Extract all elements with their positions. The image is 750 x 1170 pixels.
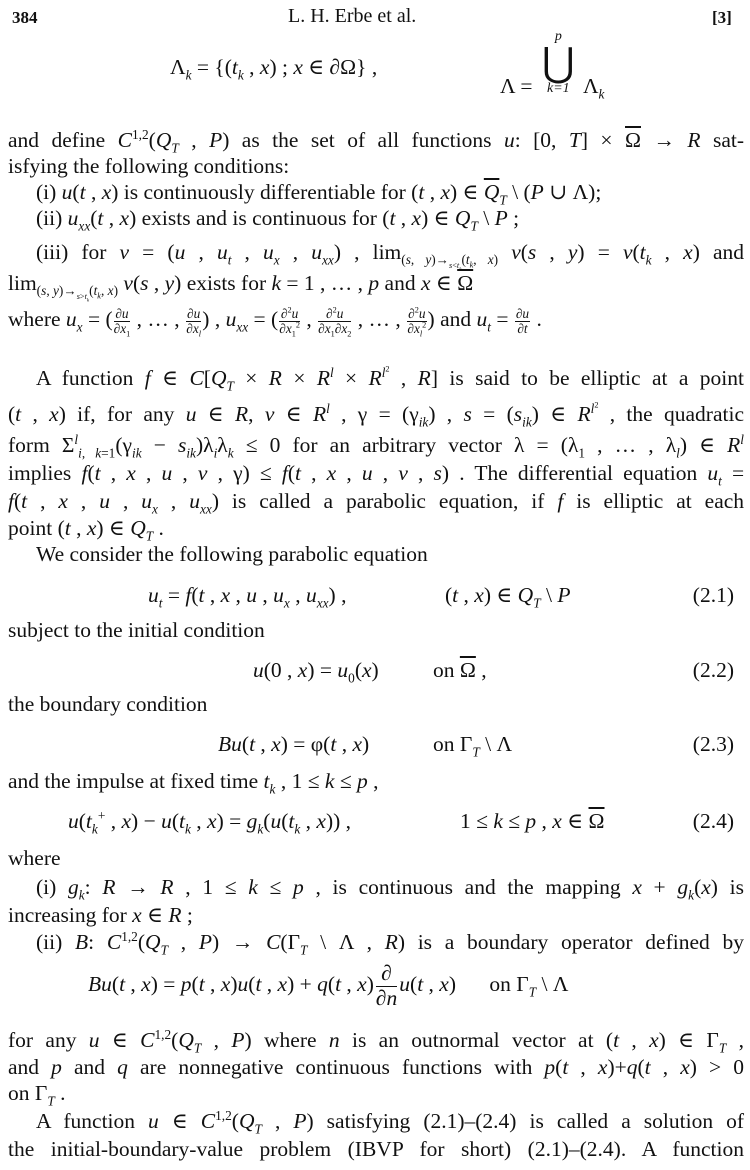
where-line: where xyxy=(8,846,61,870)
running-title: L. H. Erbe et al. xyxy=(288,5,417,27)
g-condition-line-1: (i) $g_k$: R → R , 1 ≤ k ≤ p , is continuous and the mapping $x + g_k(x)$ is xyxy=(36,875,744,903)
for-any-line-3: on $\Gamma_T$ . xyxy=(8,1081,66,1109)
b-operator-line: (ii) B: $C^{1,2}(Q_T$ , $P) \to C(\Gamma_T$ \ Λ , R) is a boundary operator defined by xyxy=(36,928,744,958)
g-condition-line-2: increasing for x ∈ R ; xyxy=(8,903,193,927)
condition-i: (i) u(t , x) is continuously differentiable for (t , x) ∈ $\overline{Q}_T$ \ (P ∪ Λ); xyxy=(36,180,602,208)
para-define-line-1: and define $C^{1,2}(Q_T$ , P) as the set of all functions u: [0, $T] \times \overline{\Omega} \to R$ sat- xyxy=(8,126,745,156)
elliptic-line-2: (t , x) if, for any u ∈ R, v ∈ $R^l$ , $\gamma = (\gamma_{ik})$ , $s = (s_{ik})$ ∈ $R^{l^2}$ , the quadratic xyxy=(8,400,744,430)
elliptic-line-1: A function f ∈ $C[Q_T \times R \times R^l \times R^{l^2}$ , R] is said to be elliptic at a point xyxy=(36,364,744,394)
union-operator: p ⋃ k=1 xyxy=(541,29,575,96)
document-page: 384 L. H. Erbe et al. [3] $\Lambda_k = \{(t_k$ , x) ; x ∈ ∂Ω} , Λ = p ⋃ k=1 $\Lambda_k$ and define $C^{1,2}(Q_T$ , P) as the set of all functions u: [0, $T] \times \overline{\Omega} \to R$ sat- isfying the following conditions: (i) u(t , x) is continuously differentiable for (t , x) ∈ $\overline{Q}_T$ \ (P ∪ Λ); (ii) $u_{xx}(t$ , x) exists and is continuous for (t , x) ∈ $Q_T$ \ P ; (iii) for v = (u , $u_t$ , $u_x$ , $u_{xx}$) , $\lim_{(s, y)\to_{s<t_k}(t_k, x)} v(s$ , $y) = v(t_k$ , x) and $\lim_{(s, y)\to_{s>t_k}(t_k, x)} v(s$ , y) exists for k = 1 , … , p and x ∈ $\overline{\Omega}$ where $u_x$ = ( $\frac{\partial u}{\partial x_1}$ , … , $\frac{\partial u}{\partial x_l}$ ) , $u_{xx}$ = ( $\frac{\partial^2u}{\partial x_1^2}$ , $\frac{\partial^2u}{\partial x_1\partial x_2}$ , … , $\frac{\partial^2u}{\partial x_l^2}$ ) and $u_t$ = $\frac{\partial u}{\partial t}$ . A function f ∈ $C[Q_T \times R \times R^l \times R^{l^2}$ , R] is said to be elliptic at a point (t , x) if, for any u ∈ R, v ∈ $R^l$ , $\gamma = (\gamma_{ik})$ , $s = (s_{ik})$ ∈ $R^{l^2}$ , the quadratic form $\Sigma^l_{i, k=1}(\gamma_{ik} - s_{ik})\lambda_i\lambda_k \le 0$ for an arbitrary vector $\lambda = (\lambda_1$ , … , $\lambda_l$) ∈ $R^l$ implies f(t , x , u , v , γ) ≤ f(t , x , u , v , s) . The differential equation $u_t$ = f(t , x , u , $u_x$ , $u_{xx}$) is called a parabolic equation, if f is elliptic at each point (t , x) ∈ $Q_T$ . We consider the following parabolic equation $u_t = f(t$ , x , u , $u_x$ , $u_{xx}$) , (t , x) ∈ $Q_T$ \ P (2.1) subject to the initial condition u(0 , $x) = u_0(x)$ on $\overline{\Omega}$ , (2.2) the boundary condition Bu(t , x) = φ(t , x) on $\Gamma_T$ \ Λ (2.3) and the impulse at fixed time $t_k$ , 1 ≤ k ≤ p , $u(t_k^+$ , $x) - u(t_k$ , $x) = g_k(u(t_k$ , x)) , 1 ≤ k ≤ p , x ∈ $\overline{\Omega}$ (2.4) where (i) $g_k$: R → R , 1 ≤ k ≤ p , is continuous and the mapping $x + g_k(x)$ is increasing for x ∈ R ; (ii) B: $C^{1,2}(Q_T$ , $P) \to C(\Gamma_T$ \ Λ , R) is a boundary operator defined by Bu(t , x) = p(t , x)u(t , x) + q(t , x) ∂ ∂n u(t , x) on $\Gamma_T$ \ Λ for any u ∈ $C^{1,2}(Q_T$ , P) where n is an outnormal vector at (t , x) ∈ $\Gamma_T$ , and p and q are nonnegative continuous functions with p(t , x)+q(t , x) > 0 on $\Gamma_T$ . A function u ∈ $C^{1,2}(Q_T$ , P) satisfying (2.1)–(2.4) is called a solution of the initial-boundary-value problem (IBVP for short) (2.1)–(2.4). A function xyxy=(8,5,745,1161)
bracket-reference: [3] xyxy=(712,8,732,27)
subject-line: subject to the initial condition xyxy=(8,618,265,642)
for-any-line-1: for any u ∈ $C^{1,2}(Q_T$ , P) where n is an outnormal vector at (t , x) ∈ $\Gamma_T$ , xyxy=(8,1026,744,1056)
equation-label-2-1: (2.1) xyxy=(692,583,734,607)
condition-iii-line-1: (iii) for v = (u , $u_t$ , $u_x$ , $u_{xx}$) , $\lim_{(s, y)\to_{s<t_k}(t_k, x)} v(s$ , $y) = v(t_k$ , x) and xyxy=(36,240,745,273)
condition-ii: (ii) $u_{xx}(t$ , x) exists and is continuous for (t , x) ∈ $Q_T$ \ P ; xyxy=(36,206,520,234)
elliptic-line-3: form $\Sigma^l_{i, k=1}(\gamma_{ik} - s_{ik})\lambda_i\lambda_k \le 0$ for an arbitrary vector $\lambda = (\lambda_1$ , … , $\lambda_l$) ∈ $R^l$ xyxy=(8,431,744,461)
consider-line: We consider the following parabolic equation xyxy=(36,542,428,566)
equation-label-2-4: (2.4) xyxy=(692,809,734,833)
boundary-line: the boundary condition xyxy=(8,692,208,716)
para-define-line-2: isfying the following conditions: xyxy=(8,154,290,178)
elliptic-line-6: point (t , x) ∈ $Q_T$ . xyxy=(8,516,164,544)
elliptic-line-5: f(t , x , u , $u_x$ , $u_{xx}$) is called a parabolic equation, if f is elliptic at each xyxy=(8,489,745,517)
solution-line-2: the initial-boundary-value problem (IBVP for short) (2.1)–(2.4). A function xyxy=(8,1137,744,1161)
derivative-definitions: where $u_x$ = ( $\frac{\partial u}{\partial x_1}$ , … , $\frac{\partial u}{\partial x_l}$ ) , $u_{xx}$ = ( $\frac{\partial^2u}{\partial x_1^2}$ , $\frac{\partial^2u}{\partial x_1\partial x_2}$ , … , $\frac{\partial^2u}{\partial x_l^2}$ ) and $u_t$ = $\frac{\partial u}{\partial t}$ . xyxy=(8,305,542,339)
for-any-line-2: and p and q are nonnegative continuous functions with p(t , x)+q(t , x) > 0 xyxy=(8,1055,745,1079)
solution-line-1: A function u ∈ $C^{1,2}(Q_T$ , P) satisfying (2.1)–(2.4) is called a solution of xyxy=(36,1107,745,1137)
equation-boundary-operator: Bu(t , x) = p(t , x)u(t , x) + q(t , x) ∂ ∂n u(t , x) on $\Gamma_T$ \ Λ xyxy=(88,961,569,1010)
condition-iii-line-2: $\lim_{(s, y)\to_{s>t_k}(t_k, x)} v(s$ , y) exists for k = 1 , … , p and x ∈ $\overline{\Omega}$ xyxy=(8,271,474,304)
elliptic-line-4: implies f(t , x , u , v , γ) ≤ f(t , x , u , v , s) . The differential equation $u_t$ = xyxy=(8,461,745,489)
impulse-line: and the impulse at fixed time $t_k$ , 1 ≤ k ≤ p , xyxy=(8,769,379,797)
equation-label-2-2: (2.2) xyxy=(692,658,734,682)
equation-label-2-3: (2.3) xyxy=(692,732,734,756)
page-number: 384 xyxy=(12,8,38,27)
display-lambda-union: Λ = p ⋃ k=1 $\Lambda_k$ xyxy=(500,29,605,102)
display-lambda-k: $\Lambda_k = \{(t_k$ , x) ; x ∈ ∂Ω} , xyxy=(170,55,378,83)
